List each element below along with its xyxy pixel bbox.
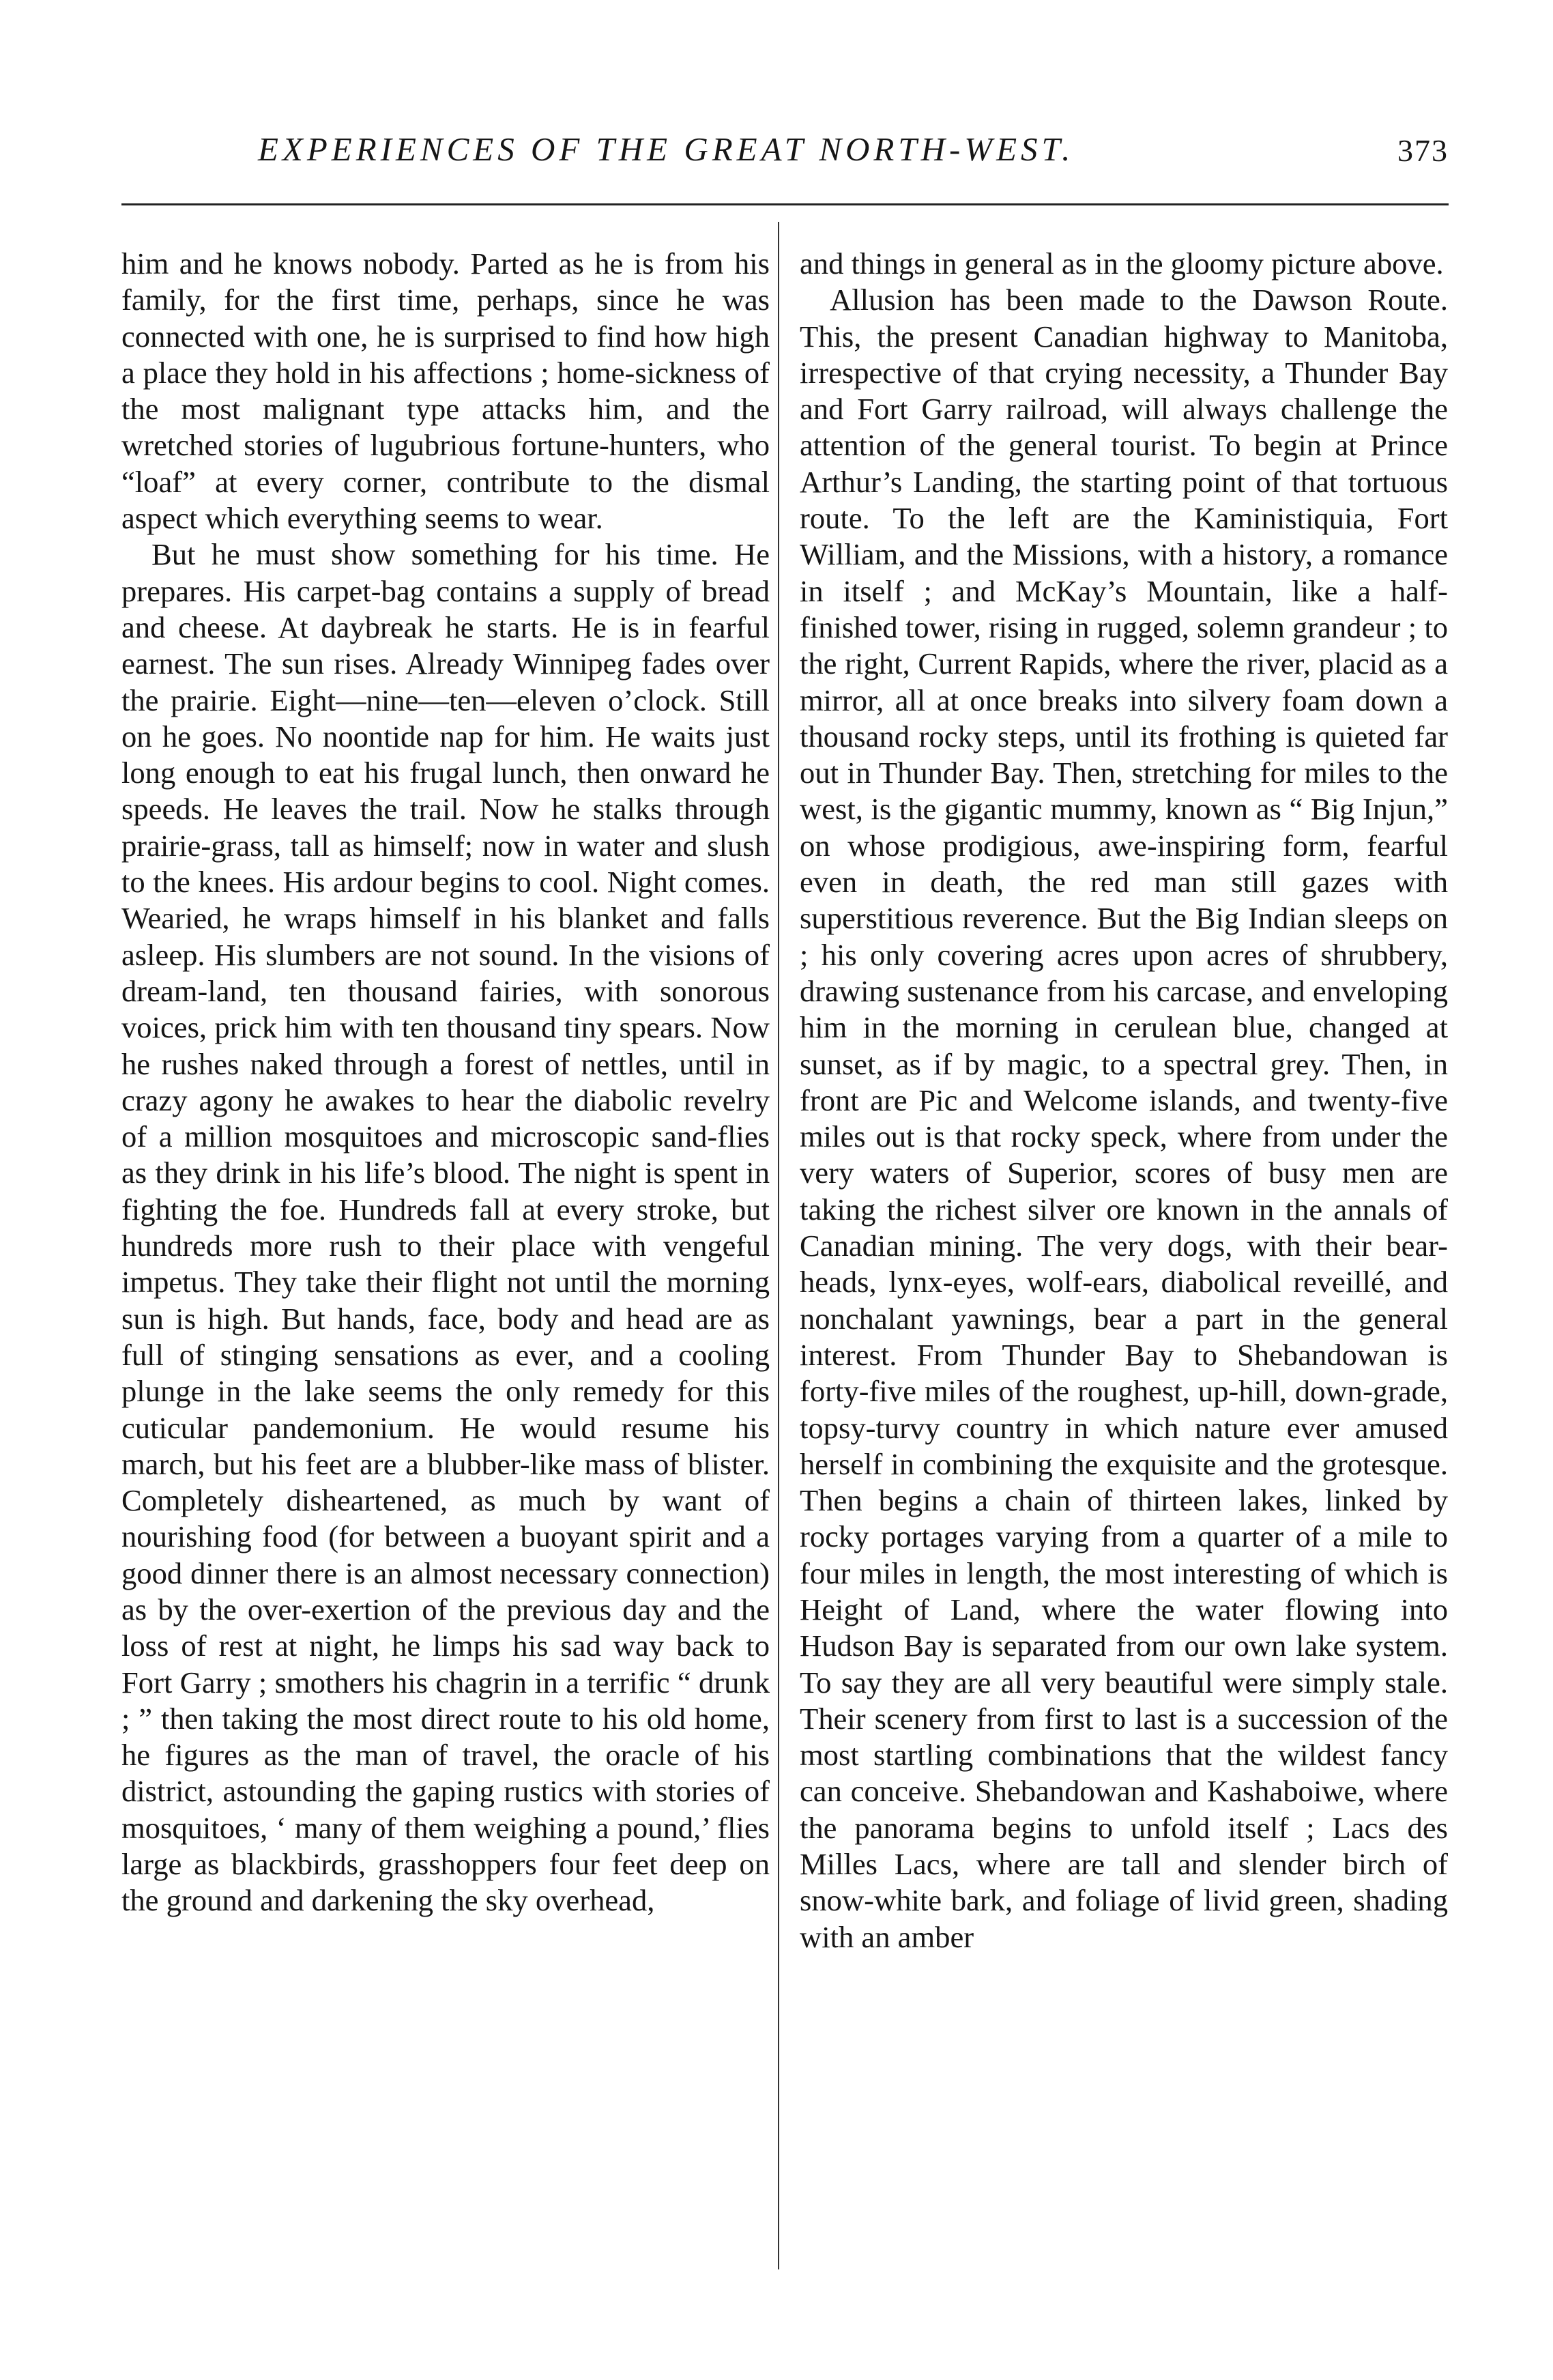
- paragraph: him and he knows nobody. Parted as he is from his family, for the first time, perhaps, since he was connected with one, he is surprised to find how high a place they hold in his affections ; home-sickness of the most malignant type attacks him, and the wretched stories of lugubrious fortune-hunters, who “loaf” at every corner, contribute to the dismal aspect which everything seems to wear.: [121, 246, 770, 536]
- right-column: [800, 246, 1448, 1955]
- page-header: [121, 117, 1449, 192]
- paragraph: and things in general as in the gloomy picture above.: [800, 246, 1444, 281]
- paragraph: But he must show something for his time. He prepares. His carpet-bag contains a supply of bread and cheese. At daybreak he starts. He is in fearful earnest. The sun rises. Already Winnipeg fades over the prairie. Eight—nine—ten—eleven o’clock. Still on he goes. No noontide nap for him. He waits just long enough to eat his frugal lunch, then onward he speeds. He leaves the trail. Now he stalks through prairie-grass, tall as himself; now in water and slush to the knees. His ardour begins to cool. Night comes. Wearied, he wraps himself in his blanket and falls asleep. His slumbers are not sound. In the visions of dream-land, ten thousand fairies, with sonorous voices, prick him with ten thousand tiny spears. Now he rushes naked through a forest of nettles, until in crazy agony he awakes to hear the diabolic revelry of a million mosquitoes and microscopic sand-flies as they drink in his life’s blood. The night is spent in fighting the foe. Hundreds fall at every stroke, but hundreds more rush to their place with vengeful impetus. They take their flight not until the morning sun is high. But hands, face, body and head are as full of stinging sensations as ever, and a cooling plunge in the lake seems the only remedy for this cuticular pandemonium. He would resume his march, but his feet are a blubber-like mass of blister. Completely disheartened, as much by want of nourishing food (for between a buoyant spirit and a good dinner there is an almost necessary connection) as by the over-exertion of the previous day and the loss of rest at night, he limps his sad way back to Fort Garry ; smothers his chagrin in a terrific “ drunk ; ” then taking the most direct route to his old home, he figures as the man of travel, the oracle of his district, astounding the gaping rustics with stories of mosquitoes, ‘ many of them weighing a pound,’ flies large as blackbirds, grasshoppers four feet deep on the ground and darkening the sky overhead,: [121, 537, 770, 1918]
- header-rule: [121, 203, 1449, 205]
- column-divider: [778, 222, 779, 2269]
- running-title: EXPERIENCES OF THE GREAT NORTH-WEST.: [258, 130, 1075, 168]
- left-column: [121, 246, 770, 1919]
- paragraph: Allusion has been made to the Dawson Route. This, the present Canadian highway to Manitoba, irrespective of that crying necessity, a Thunder Bay and Fort Garry railroad, will always challenge the attention of the general tourist. To begin at Prince Arthur’s Landing, the starting point of that tortuous route. To the left are the Kaministiquia, Fort William, and the Missions, with a history, a romance in itself ; and McKay’s Mountain, like a half-finished tower, rising in rugged, solemn grandeur ; to the right, Current Rapids, where the river, placid as a mirror, all at once breaks into silvery foam down a thousand rocky steps, until its frothing is quieted far out in Thunder Bay. Then, stretching for miles to the west, is the gigantic mummy, known as “ Big Injun,” on whose prodigious, awe-inspiring form, fearful even in death, the red man still gazes with superstitious reverence. But the Big Indian sleeps on ; his only covering acres upon acres of shrubbery, drawing sustenance from his carcase, and enveloping him in the morning in cerulean blue, changed at sunset, as if by magic, to a spectral grey. Then, in front are Pic and Welcome islands, and twenty-five miles out is that rocky speck, where from under the very waters of Superior, scores of busy men are taking the richest silver ore known in the annals of Canadian mining. The very dogs, with their bear-heads, lynx-eyes, wolf-ears, diabolical reveillé, and nonchalant yawnings, bear a part in the general interest. From Thunder Bay to Shebandowan is forty-five miles of the roughest, up-hill, down-grade, topsy-turvy country in which nature ever amused herself in combining the exquisite and the grotesque. Then begins a chain of thirteen lakes, linked by rocky portages varying from a quarter of a mile to four miles in length, the most interesting of which is Height of Land, where the water flowing into Hudson Bay is separated from our own lake system. To say they are all very beautiful were simply stale. Their scenery from first to last is a succession of the most startling combinations that the wildest fancy can conceive. Shebandowan and Kashaboiwe, where the panorama begins to unfold itself ; Lacs des Milles Lacs, where are tall and slender birch of snow-white bark, and foliage of livid green, shading with an amber: [800, 283, 1448, 1954]
- page-number: 373: [1397, 133, 1449, 168]
